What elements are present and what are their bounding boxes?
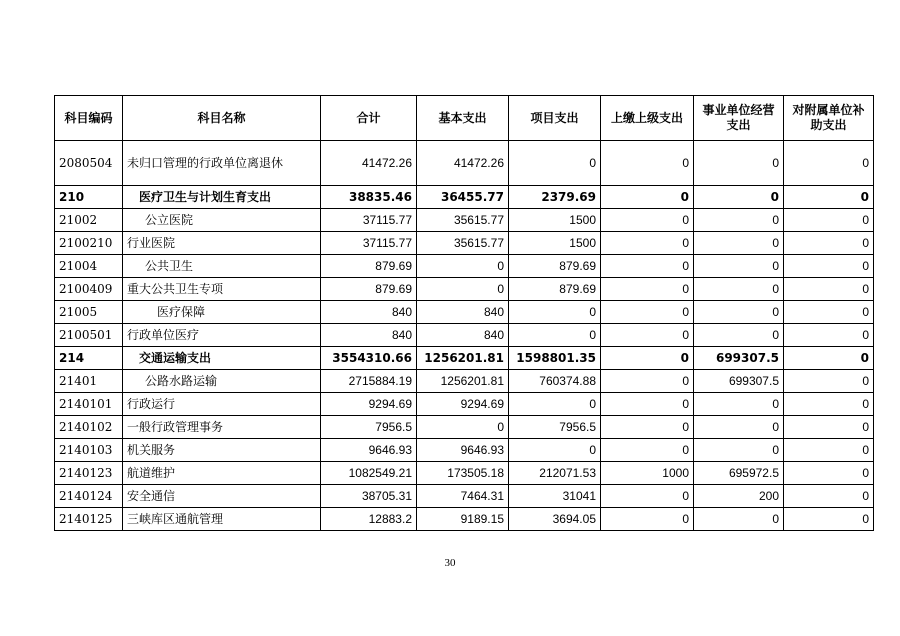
table-row: [55, 324, 874, 347]
cell-total: 37115.77: [321, 232, 417, 255]
table-row: [55, 301, 874, 324]
cell-basic: 1256201.81: [417, 370, 509, 393]
cell-subsidy: 0: [784, 141, 874, 186]
cell-code: 21401: [55, 370, 123, 393]
cell-total: 9294.69: [321, 393, 417, 416]
table-row: [55, 370, 874, 393]
header-upper: 上缴上级支出: [601, 96, 694, 141]
cell-subsidy: 0: [784, 324, 874, 347]
cell-subsidy: 0: [784, 370, 874, 393]
cell-code: 21002: [55, 209, 123, 232]
cell-upper: 0: [601, 393, 694, 416]
cell-project: 879.69: [509, 255, 601, 278]
cell-basic: 1256201.81: [417, 347, 509, 370]
cell-name: 公共卫生: [123, 255, 321, 278]
cell-project: 879.69: [509, 278, 601, 301]
cell-subsidy: 0: [784, 439, 874, 462]
cell-project: 3694.05: [509, 508, 601, 531]
cell-subsidy: 0: [784, 393, 874, 416]
cell-code: 214: [55, 347, 123, 370]
cell-business: 0: [694, 393, 784, 416]
cell-total: 3554310.66: [321, 347, 417, 370]
cell-basic: 0: [417, 416, 509, 439]
cell-basic: 0: [417, 255, 509, 278]
cell-code: 2140123: [55, 462, 123, 485]
header-code: 科目编码: [55, 96, 123, 141]
cell-name: 行政单位医疗: [123, 324, 321, 347]
cell-project: 212071.53: [509, 462, 601, 485]
cell-project: 1598801.35: [509, 347, 601, 370]
cell-upper: 0: [601, 186, 694, 209]
cell-project: 0: [509, 324, 601, 347]
table-row: [55, 347, 874, 370]
cell-name: 三峡库区通航管理: [123, 508, 321, 531]
cell-subsidy: 0: [784, 278, 874, 301]
cell-name: 医疗保障: [123, 301, 321, 324]
header-subsidy: 对附属单位补助支出: [784, 96, 874, 141]
cell-business: 0: [694, 439, 784, 462]
cell-project: 7956.5: [509, 416, 601, 439]
table-row: [55, 485, 874, 508]
cell-upper: 0: [601, 255, 694, 278]
cell-project: 760374.88: [509, 370, 601, 393]
cell-upper: 1000: [601, 462, 694, 485]
cell-upper: 0: [601, 278, 694, 301]
cell-business: 0: [694, 278, 784, 301]
cell-total: 879.69: [321, 278, 417, 301]
cell-business: 699307.5: [694, 370, 784, 393]
cell-basic: 840: [417, 301, 509, 324]
cell-subsidy: 0: [784, 416, 874, 439]
table-row: [55, 209, 874, 232]
table-header-row: [55, 96, 874, 141]
cell-total: 879.69: [321, 255, 417, 278]
page-number: 30: [444, 557, 456, 569]
cell-name: 公路水路运输: [123, 370, 321, 393]
cell-name: 一般行政管理事务: [123, 416, 321, 439]
cell-upper: 0: [601, 370, 694, 393]
table-row: [55, 278, 874, 301]
cell-code: 2140102: [55, 416, 123, 439]
cell-code: 21004: [55, 255, 123, 278]
cell-basic: 0: [417, 278, 509, 301]
cell-basic: 173505.18: [417, 462, 509, 485]
cell-code: 2100501: [55, 324, 123, 347]
cell-project: 0: [509, 393, 601, 416]
cell-basic: 9646.93: [417, 439, 509, 462]
table-row: [55, 393, 874, 416]
cell-total: 38835.46: [321, 186, 417, 209]
cell-name: 航道维护: [123, 462, 321, 485]
table-row: [55, 255, 874, 278]
cell-code: 2140125: [55, 508, 123, 531]
cell-business: 0: [694, 255, 784, 278]
cell-business: 0: [694, 508, 784, 531]
cell-code: 210: [55, 186, 123, 209]
table-row: [55, 508, 874, 531]
cell-subsidy: 0: [784, 209, 874, 232]
cell-basic: 9294.69: [417, 393, 509, 416]
cell-upper: 0: [601, 232, 694, 255]
cell-code: 21005: [55, 301, 123, 324]
cell-upper: 0: [601, 439, 694, 462]
header-business: 事业单位经营支出: [694, 96, 784, 141]
cell-total: 2715884.19: [321, 370, 417, 393]
cell-business: 0: [694, 301, 784, 324]
cell-total: 9646.93: [321, 439, 417, 462]
cell-business: 0: [694, 209, 784, 232]
cell-total: 7956.5: [321, 416, 417, 439]
cell-project: 2379.69: [509, 186, 601, 209]
cell-code: 2080504: [55, 141, 123, 186]
cell-code: 2100210: [55, 232, 123, 255]
cell-name: 公立医院: [123, 209, 321, 232]
cell-total: 840: [321, 301, 417, 324]
cell-basic: 41472.26: [417, 141, 509, 186]
cell-name: 行政运行: [123, 393, 321, 416]
cell-name: 未归口管理的行政单位离退休: [123, 141, 321, 186]
cell-upper: 0: [601, 416, 694, 439]
cell-name: 安全通信: [123, 485, 321, 508]
table-row: [55, 462, 874, 485]
table-row: [55, 186, 874, 209]
cell-basic: 35615.77: [417, 232, 509, 255]
cell-business: 0: [694, 141, 784, 186]
cell-name: 行业医院: [123, 232, 321, 255]
cell-business: 0: [694, 324, 784, 347]
cell-code: 2140103: [55, 439, 123, 462]
table-row: [55, 141, 874, 186]
cell-total: 840: [321, 324, 417, 347]
cell-name: 机关服务: [123, 439, 321, 462]
cell-business: 699307.5: [694, 347, 784, 370]
cell-basic: 7464.31: [417, 485, 509, 508]
cell-subsidy: 0: [784, 508, 874, 531]
cell-business: 0: [694, 186, 784, 209]
cell-subsidy: 0: [784, 186, 874, 209]
cell-business: 0: [694, 232, 784, 255]
cell-total: 41472.26: [321, 141, 417, 186]
cell-upper: 0: [601, 324, 694, 347]
cell-project: 1500: [509, 209, 601, 232]
cell-upper: 0: [601, 347, 694, 370]
cell-upper: 0: [601, 141, 694, 186]
cell-subsidy: 0: [784, 462, 874, 485]
header-total: 合计: [321, 96, 417, 141]
cell-total: 37115.77: [321, 209, 417, 232]
cell-total: 1082549.21: [321, 462, 417, 485]
cell-total: 38705.31: [321, 485, 417, 508]
cell-upper: 0: [601, 508, 694, 531]
cell-upper: 0: [601, 301, 694, 324]
cell-basic: 35615.77: [417, 209, 509, 232]
cell-upper: 0: [601, 485, 694, 508]
header-basic: 基本支出: [417, 96, 509, 141]
header-name: 科目名称: [123, 96, 321, 141]
cell-project: 0: [509, 439, 601, 462]
cell-project: 0: [509, 301, 601, 324]
cell-code: 2140124: [55, 485, 123, 508]
cell-name: 重大公共卫生专项: [123, 278, 321, 301]
cell-business: 0: [694, 416, 784, 439]
cell-subsidy: 0: [784, 485, 874, 508]
cell-name: 医疗卫生与计划生育支出: [123, 186, 321, 209]
header-project: 项目支出: [509, 96, 601, 141]
cell-basic: 36455.77: [417, 186, 509, 209]
cell-subsidy: 0: [784, 232, 874, 255]
cell-upper: 0: [601, 209, 694, 232]
table-row: [55, 416, 874, 439]
cell-project: 1500: [509, 232, 601, 255]
cell-basic: 840: [417, 324, 509, 347]
cell-code: 2100409: [55, 278, 123, 301]
cell-subsidy: 0: [784, 255, 874, 278]
cell-code: 2140101: [55, 393, 123, 416]
cell-business: 200: [694, 485, 784, 508]
cell-total: 12883.2: [321, 508, 417, 531]
cell-business: 695972.5: [694, 462, 784, 485]
cell-subsidy: 0: [784, 347, 874, 370]
cell-subsidy: 0: [784, 301, 874, 324]
cell-basic: 9189.15: [417, 508, 509, 531]
table-row: [55, 439, 874, 462]
cell-project: 0: [509, 141, 601, 186]
cell-name: 交通运输支出: [123, 347, 321, 370]
cell-project: 31041: [509, 485, 601, 508]
table-row: [55, 232, 874, 255]
expenditure-table: [54, 95, 874, 531]
